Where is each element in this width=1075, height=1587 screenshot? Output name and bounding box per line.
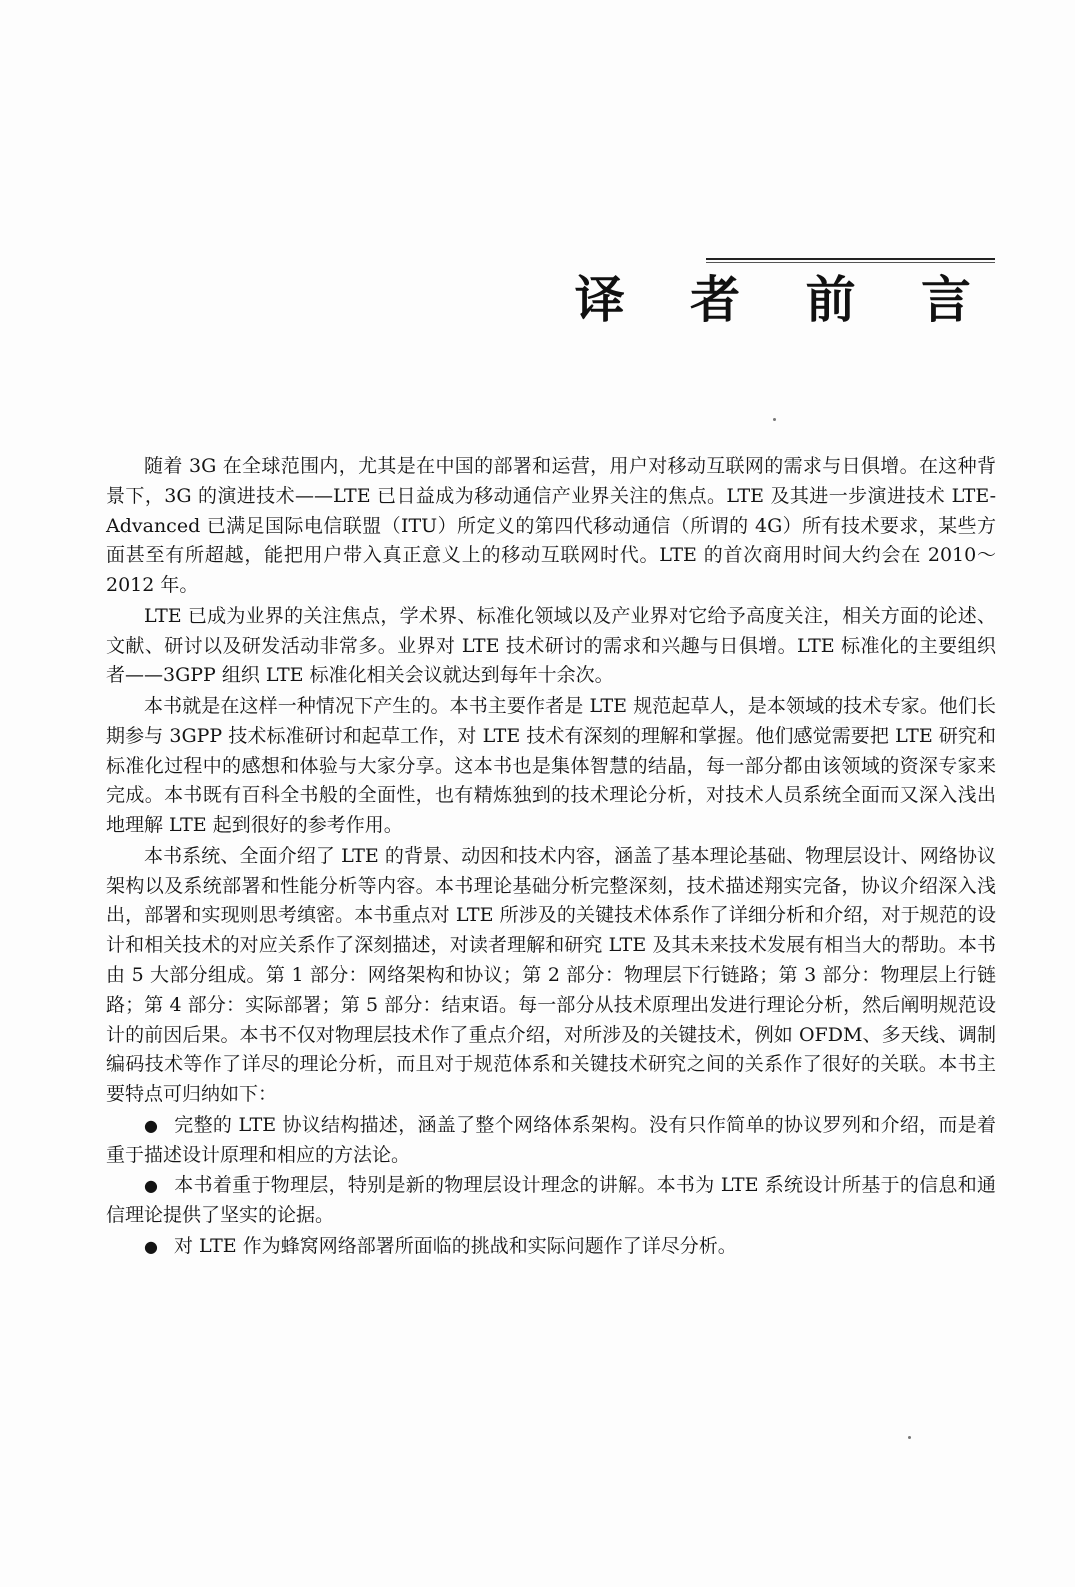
paragraph-3: 本书就是在这样一种情况下产生的。本书主要作者是 LTE 规范起草人，是本领域的技术专家。他们长期参与 3GPP 技术标准研讨和起草工作，对 LTE 技术有深刻的理解和掌握。他们感觉需要把 LTE 研究和标准化过程中的感想和体验与大家分享。这本书也是集体智慧的结晶，每一部分都由该领域的资深专家来完成。本书既有百科全书般的全面性，也有精炼独到的技术理论分析，对技术人员系统全面而又深入浅出地理解 LTE 起到很好的参考作用。 xyxy=(106,694,996,837)
paragraph-4: 本书系统、全面介绍了 LTE 的背景、动因和技术内容，涵盖了基本理论基础、物理层设计、网络协议架构以及系统部署和性能分析等内容。本书理论基础分析完整深刻，技术描述翔实完备，协议介绍深入浅出，部署和实现则思考缜密。本书重点对 LTE 所涉及的关键技术体系作了详细分析和介绍，对于规范的设计和相关技术的对应关系作了深刻描述，对读者理解和研究 LTE 及其未来技术发展有相当大的帮助。本书由 5 大部分组成。第 1 部分：网络架构和协议；第 2 部分：物理层下行链路；第 3 部分：物理层上行链路；第 4 部分：实际部署；第 5 部分：结束语。每一部分从技术原理出发进行理论分析，然后阐明规范设计的前因后果。本书不仅对物理层技术作了重点介绍，对所涉及的关键技术，例如 OFDM、多天线、调制编码技术等作了详尽的理论分析，而且对于规范体系和关键技术研究之间的关系作了很好的关联。本书主要特点可归纳如下： xyxy=(106,844,996,1106)
feature-text: 对 LTE 作为蜂窝网络部署所面临的挑战和实际问题作了详尽分析。 xyxy=(174,1234,737,1257)
feature-item-1 xyxy=(106,1111,996,1171)
body-text xyxy=(106,452,996,1263)
feature-text: 本书着重于物理层，特别是新的物理层设计理念的讲解。本书为 LTE 系统设计所基于的信息和通信理论提供了坚实的论据。 xyxy=(106,1174,996,1227)
page-title: 译 者 前 言 xyxy=(574,271,995,329)
feature-list xyxy=(106,1111,996,1262)
scan-speck xyxy=(773,418,776,421)
bullet-icon: ● xyxy=(144,1236,158,1256)
paragraph-2: LTE 已成为业界的关注焦点，学术界、标准化领域以及产业界对它给予高度关注，相关方面的论述、文献、研讨以及研发活动非常多。业界对 LTE 技术研讨的需求和兴趣与日俱增。LTE 标准化的主要组织者——3GPP 组织 LTE 标准化相关会议就达到每年十余次。 xyxy=(106,604,996,687)
feature-item-3 xyxy=(106,1232,996,1262)
title-rule xyxy=(706,258,995,260)
feature-item-2 xyxy=(106,1171,996,1231)
bullet-icon: ● xyxy=(144,1115,158,1135)
feature-text: 完整的 LTE 协议结构描述，涵盖了整个网络体系架构。没有只作简单的协议罗列和介绍，而是着重于描述设计原理和相应的方法论。 xyxy=(106,1113,996,1166)
bullet-icon: ● xyxy=(144,1176,158,1196)
paragraph-1: 随着 3G 在全球范围内，尤其是在中国的部署和运营，用户对移动互联网的需求与日俱增。在这种背景下，3G 的演进技术——LTE 已日益成为移动通信产业界关注的焦点。LTE 及其进一步演进技术 LTE-Advanced 已满足国际电信联盟（ITU）所定义的第四代移动通信（所谓的 4G）所有技术要求，某些方面甚至有所超越，能把用户带入真正意义上的移动互联网时代。LTE 的首次商用时间大约会在 2010～2012 年。 xyxy=(106,455,996,597)
scan-speck xyxy=(908,1436,911,1439)
